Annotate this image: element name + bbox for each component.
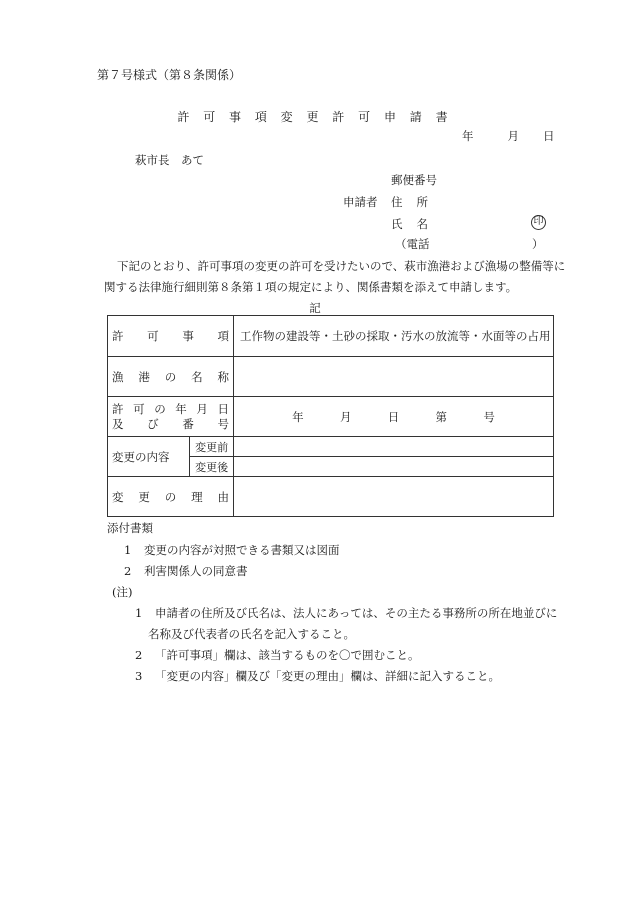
table-row: [108, 357, 554, 397]
port-name-label: 漁 港 の 名 称: [108, 357, 234, 397]
phone-close-paren: ）: [532, 237, 544, 251]
document-title: 許 可 事 項 変 更 許 可 申 請 書: [177, 110, 453, 124]
port-name-field[interactable]: [234, 357, 554, 397]
address-label: 住所: [391, 195, 442, 209]
table-row: [108, 316, 554, 357]
date-day: 日: [543, 129, 555, 143]
applicant-label: 申請者: [343, 195, 378, 209]
date-month: 月: [507, 129, 519, 143]
after-change-label: 変更後: [190, 457, 234, 477]
date-line: [462, 128, 555, 144]
note-item: 2 「許可事項」欄は、該当するものを〇で囲むこと。: [135, 648, 420, 662]
change-content-label: 変更の内容: [108, 437, 190, 477]
seal-mark: 印: [531, 215, 546, 230]
phone-label: （電話: [395, 237, 430, 251]
before-change-label: 変更前: [190, 437, 234, 457]
ki-heading: 記: [309, 301, 321, 315]
change-reason-label: 変 更 の 理 由: [108, 477, 234, 517]
permit-date-number-label: 許 可 の 年 月 日 及 び 番 号: [108, 397, 234, 437]
postal-code-label: 郵便番号: [391, 173, 437, 187]
note-item: 1 申請者の住所及び氏名は、法人にあっては、その主たる事務所の所在地並びに: [135, 606, 558, 620]
addressee: 萩市長 あて: [135, 153, 204, 167]
after-change-field[interactable]: [234, 457, 554, 477]
date-year: 年: [462, 129, 474, 143]
attachment-item: 1 変更の内容が対照できる書類又は図面: [124, 543, 340, 557]
attachments-heading: 添付書類: [107, 521, 153, 535]
table-row: [108, 437, 554, 457]
notes-heading: (注): [112, 585, 133, 599]
attachment-item: 2 利害関係人の同意書: [124, 564, 248, 578]
table-row: [108, 477, 554, 517]
permit-item-label: 許 可 事 項: [108, 316, 234, 357]
permit-date-number-field[interactable]: 年 月 日 第 号: [234, 397, 554, 437]
form-number: 第７号様式（第８条関係）: [97, 68, 242, 82]
name-label: 氏名: [391, 217, 442, 231]
before-change-field[interactable]: [234, 437, 554, 457]
permit-item-value: 工作物の建設等・土砂の採取・汚水の放流等・水面等の占用: [234, 316, 554, 357]
change-reason-field[interactable]: [234, 477, 554, 517]
application-table: [107, 315, 554, 517]
body-text: 下記のとおり、許可事項の変更の許可を受けたいので、萩市漁港および漁場の整備等に関する法律施行細則第８条第１項の規定により、関係書類を添えて申請します。: [104, 259, 566, 294]
note-item: 3 「変更の内容」欄及び「変更の理由」欄は、詳細に記入すること。: [135, 669, 500, 683]
note-item-continuation: 名称及び代表者の氏名を記入すること。: [148, 627, 355, 641]
table-row: [108, 397, 554, 437]
